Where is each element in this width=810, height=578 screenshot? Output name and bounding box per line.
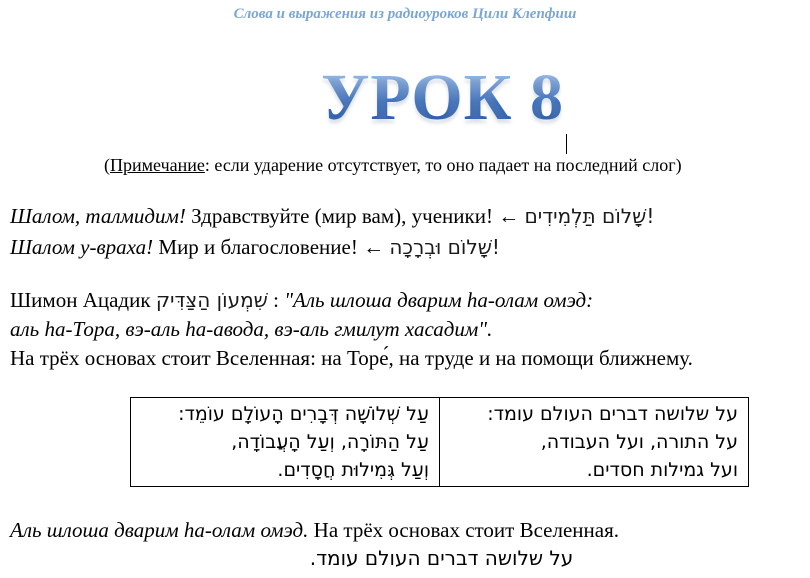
- greeting-2-translation: Мир и благословение! ←: [153, 235, 390, 259]
- quote-translit-2: аль hа-Тора, вэ-аль hа-авода, вэ-аль гмилут хасадим".: [10, 317, 493, 341]
- table-row: על שלושה דברים העולם עומד:: [487, 403, 738, 425]
- quote-translation: На трёх основах стоит Вселенная: на Торе́, на труде и на помощи ближнему.: [10, 346, 693, 370]
- quote-author-ru: Шимон Ацадик: [10, 288, 156, 312]
- greeting-1-translit: Шалом, талмидим!: [10, 204, 186, 228]
- bottom-translit: Аль шлоша дварим hа-олам омэд.: [10, 518, 309, 542]
- quote-author-he: שִׁמְעוֹן הַצַּדִּיק: [155, 288, 268, 312]
- greeting-1-translation: Здравствуйте (мир вам), ученики! ←: [185, 204, 525, 228]
- text-cursor: [566, 134, 567, 154]
- quote-translit-1: "Аль шлоша дварим hа-олам омэд:: [284, 288, 594, 312]
- quote-line-1: [10, 288, 593, 313]
- table-row: וְעַל גְּמִילוּת חֲסָדִים.: [277, 459, 429, 481]
- greeting-2-hebrew: !שָׁלוֹם וּבְרָכָה: [389, 235, 500, 259]
- bottom-hebrew: על שלושה דברים העולם עומד.: [309, 546, 574, 570]
- note-label: Примечание: [110, 155, 205, 175]
- note-open-paren: (: [104, 155, 110, 175]
- greeting-1-hebrew: !שָׁלוֹם תַּלְמִידִים: [524, 204, 655, 228]
- bottom-translation: На трёх основах стоит Вселенная.: [308, 518, 619, 542]
- greeting-line-2: [10, 235, 500, 260]
- quote-colon: :: [267, 288, 285, 312]
- table-cell-vocalized: [131, 398, 440, 486]
- table-row: על התורה, ועל העבודה,: [540, 431, 738, 453]
- greeting-2-translit: Шалом у-враха!: [10, 235, 154, 259]
- bottom-line: [10, 518, 619, 543]
- table-row: עַל הַתּוֹרָה, וְעַל הָעֲבוֹדָה,: [231, 431, 429, 453]
- stress-note: [104, 155, 682, 176]
- note-text: : если ударение отсутствует, то оно падает на последний слог): [204, 155, 682, 175]
- document-header: Слова и выражения из радиоуроков Цили Клепфиш: [233, 6, 577, 22]
- greeting-line-1: [10, 204, 654, 229]
- lesson-title: УРОК 8: [0, 58, 810, 138]
- table-row: עַל שְׁלוֹשָׁה דְּבָרִים הָעוֹלָם עוֹמֵד:: [178, 403, 429, 425]
- table-cell-unvocalized: [440, 398, 748, 486]
- table-row: ועל גמילות חסדים.: [586, 459, 738, 481]
- hebrew-table: [130, 397, 749, 487]
